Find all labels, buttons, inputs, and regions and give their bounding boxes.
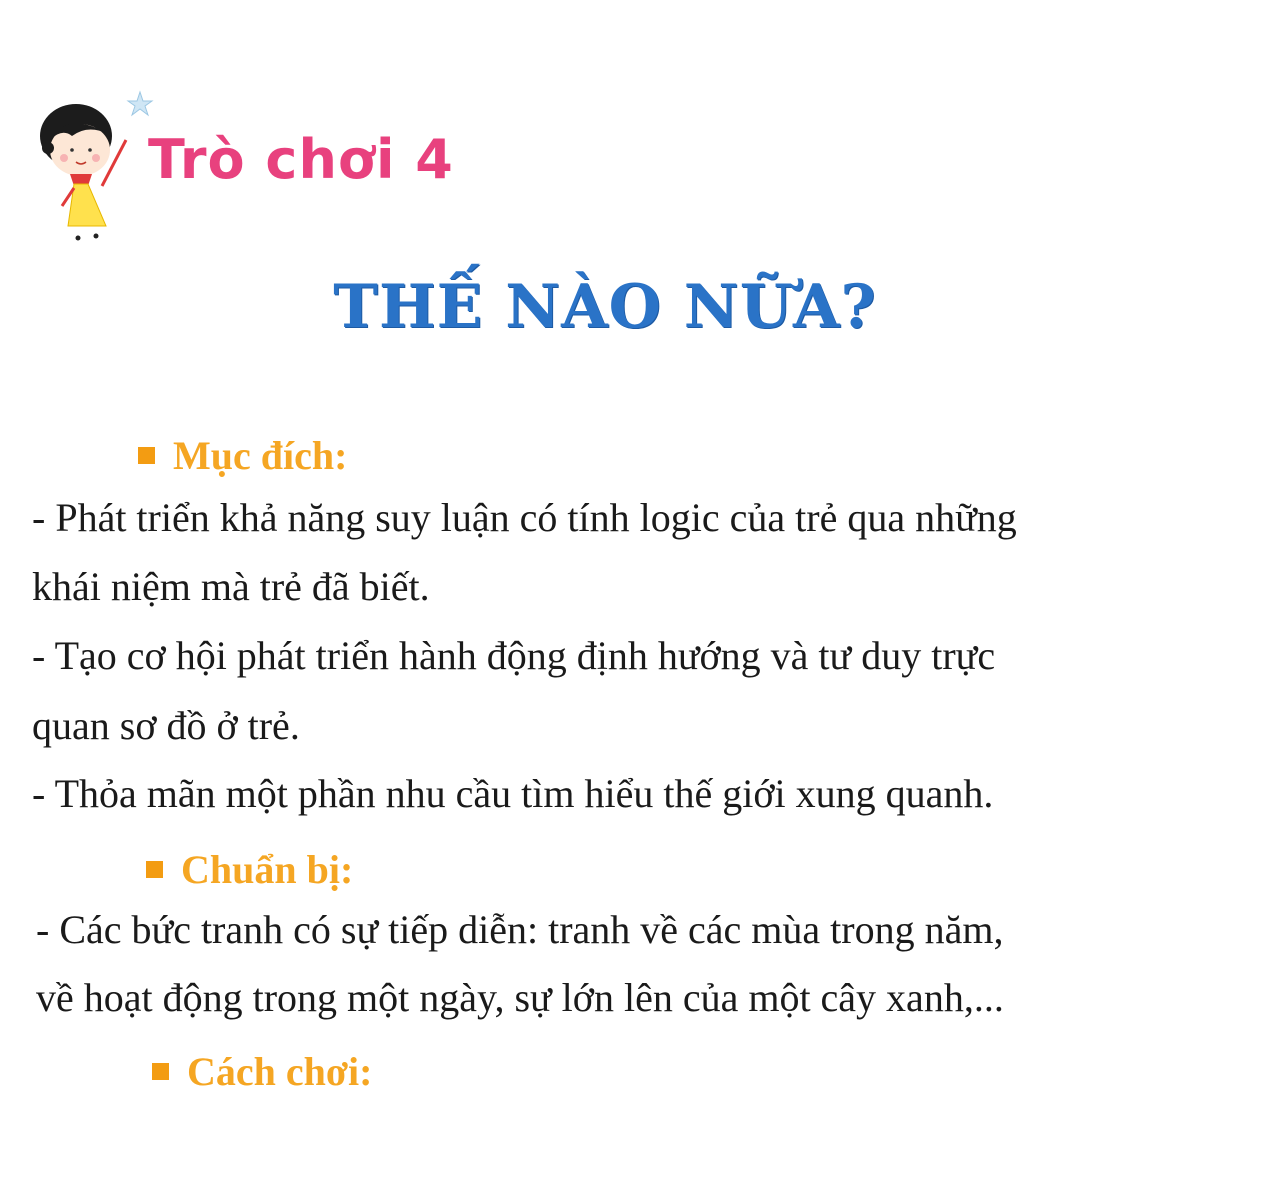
body-text-line: - Các bức tranh có sự tiếp diễn: tranh về các mùa trong năm, xyxy=(36,907,1004,952)
page-title: THẾ NÀO NỮA? xyxy=(333,272,877,342)
body-text-line: khái niệm mà trẻ đã biết. xyxy=(32,564,430,609)
body-text-line: - Tạo cơ hội phát triển hành động định hướng và tư duy trực xyxy=(32,633,996,678)
bullet-square-icon xyxy=(138,447,155,464)
section-heading-purpose xyxy=(138,432,347,479)
body-text-line: - Thỏa mãn một phần nhu cầu tìm hiểu thế giới xung quanh. xyxy=(32,771,994,816)
game-title: Trò chơi 4 xyxy=(148,128,454,191)
section-heading-preparation xyxy=(146,846,353,893)
body-text-line: quan sơ đồ ở trẻ. xyxy=(32,703,300,748)
body-text-line: - Phát triển khả năng suy luận có tính logic của trẻ qua những xyxy=(32,495,1017,540)
girl-mascot-icon xyxy=(28,88,158,248)
section-heading-label: Mục đích: xyxy=(173,433,348,478)
section-heading-label: Cách chơi: xyxy=(187,1049,373,1094)
body-text-line: về hoạt động trong một ngày, sự lớn lên của một cây xanh,... xyxy=(36,975,1004,1020)
bullet-square-icon xyxy=(152,1063,169,1080)
bullet-square-icon xyxy=(146,861,163,878)
section-heading-label: Chuẩn bị: xyxy=(181,847,354,892)
section-heading-how-to-play xyxy=(152,1048,372,1095)
